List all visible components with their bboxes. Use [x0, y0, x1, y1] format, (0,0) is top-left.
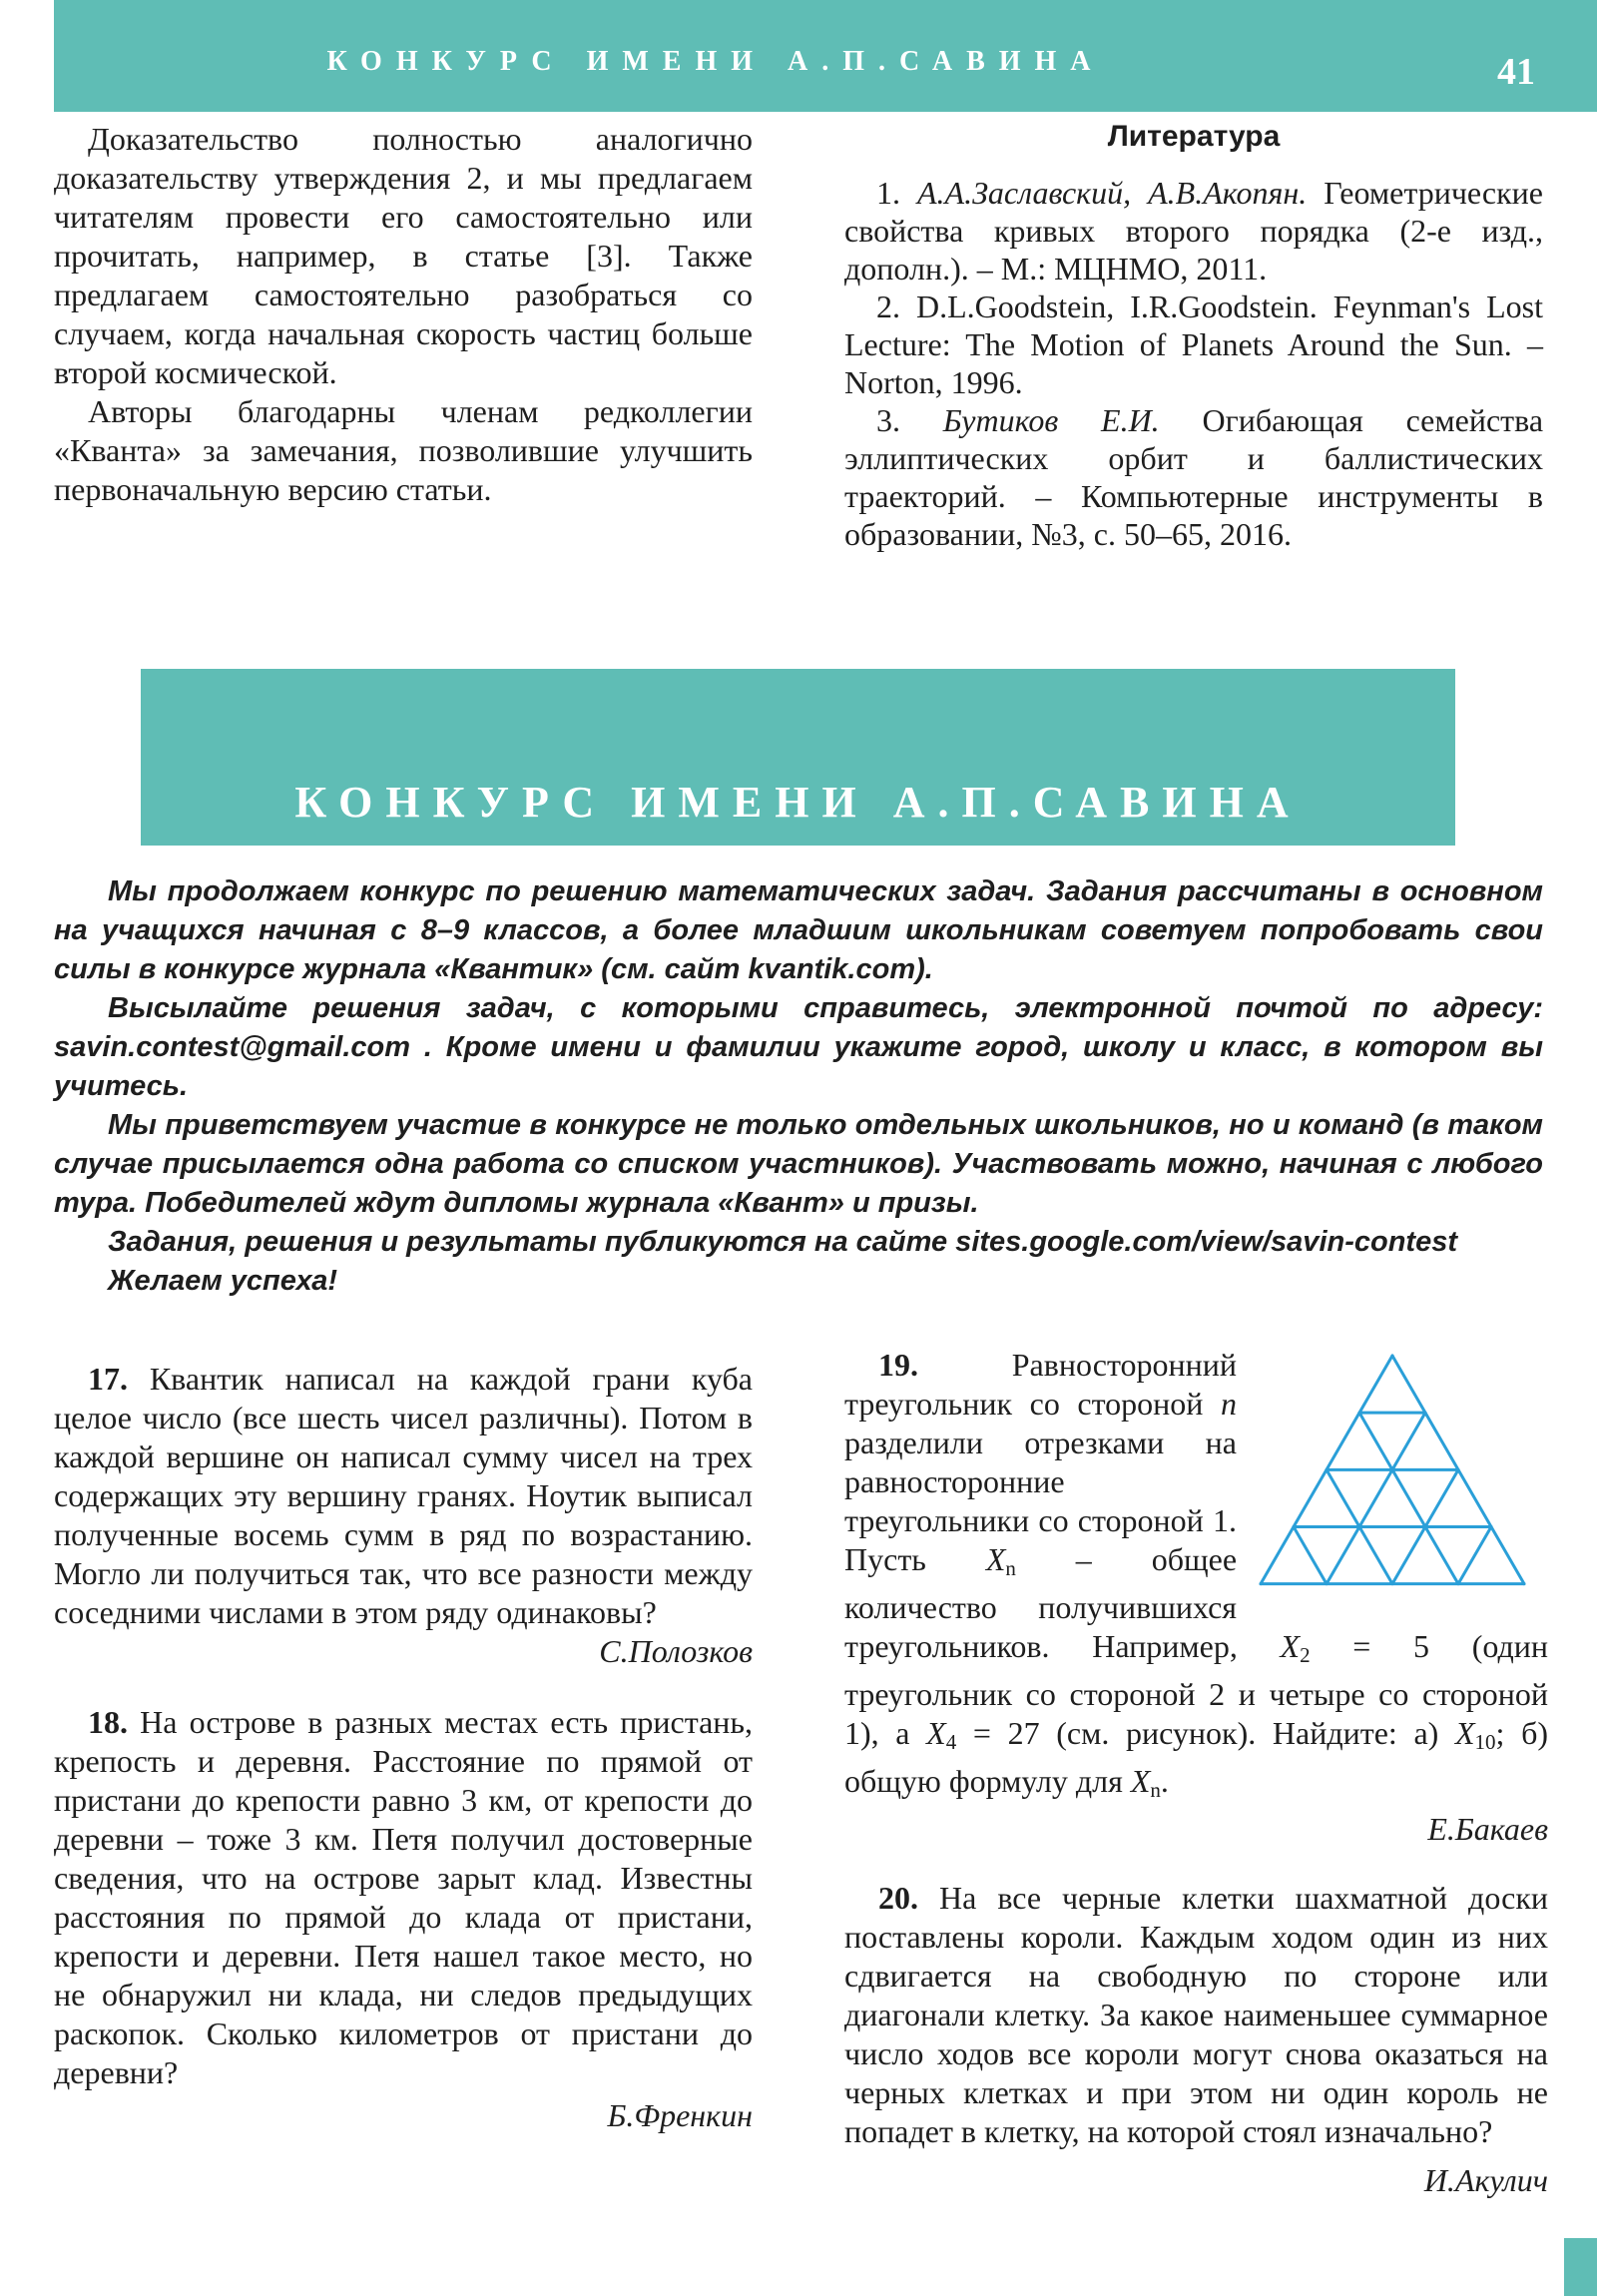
intro-paragraph: Мы продолжаем конкурс по решению математических задач. Задания рассчитаны в основном на учащихся начиная с 8–9 классов, а более младшим школьникам советуем попробовать свои силы в конкурсе журнала «Квантик» (см. сайт kvantik.com). — [54, 875, 1543, 985]
problem-text: Квантик написал на каждой грани куба целое число (все шесть чисел различны). Потом в каждой вершине он написал сумму чисел на трех содержащих эту вершину гранях. Ноутик выписал полученные восемь сумм в ряд по возрастанию. Могло ли получиться так, что все разности между соседними числами в этом ряду одинаковы? — [54, 1361, 754, 1630]
grid-line — [1458, 1526, 1491, 1583]
reference-item: 3. Бутиков Е.И. Огибающая семейства эллиптических орбит и баллистических траекторий. – Компьютерные инструменты в образовании, №3, с. 50–65, 2016. — [844, 402, 1544, 552]
intro-paragraph: Задания, решения и результаты публикуются на сайте sites.google.com/view/savin-contest — [108, 1226, 1457, 1258]
problem-text: На все черные клетки шахматной доски поставлены короли. Каждым ходом один из них сдвигается на свободную по стороне или диагонали клетку. За какое наименьшее суммарное число ходов все короли могут снова оказаться на черных клетках и при этом ни один король не попадет в клетку, на которой стоял изначально? — [844, 1880, 1549, 2149]
problem-20 — [844, 1879, 1548, 2200]
problem-18 — [54, 1703, 753, 2135]
problem-author: Е.Бакаев — [1427, 1811, 1548, 1847]
literature-heading: Литература — [1107, 120, 1281, 153]
problems-left-column — [54, 1360, 753, 2135]
problem-author: Б.Френкин — [607, 2097, 753, 2133]
grid-line — [1294, 1526, 1327, 1583]
page-number: 41 — [1497, 51, 1535, 93]
article-end — [54, 120, 753, 509]
triangle-grid-figure — [1249, 1342, 1548, 1621]
problem-text: На острове в разных местах есть пристань, крепость и деревня. Расстояние по прямой от пристани до крепости равно 3 км, от крепости до деревни – тоже 3 км. Петя получил достоверные сведения, что на острове зарыт клад. Известны расстояния по прямой до клада от пристани, крепости и деревни. Петя нашел такое место, но не обнаружил ни клада, ни следов предыдущих раскопок. Сколько километров от пристани до деревни? — [54, 1704, 754, 2090]
problem-19: 19. Равносторонний треугольник со стороной n разделили отрезками на равносторонние треугольники со стороной 1. Пусть $X_n$ – общее количество получившихся треугольников. Например, $X_2 = 5$ (один треугольник со стороной 2 и четыре со стороной 1), а $X_4 = 27$ (см. рисунок). Найдите: а) $X_{10}$; б) общую формулу для $X_n$. Е.Бакаев — [844, 1346, 1548, 1849]
intro-paragraph: Мы приветствуем участие в конкурсе не только отдельных школьников, но и команд (в таком случае присылается одна работа со списком участников). Участвовать можно, начиная с любого тура. Победителей ждут дипломы журнала «Квант» и призы. — [54, 1109, 1543, 1219]
problem-number: 17. — [88, 1361, 128, 1397]
reference-item: 1. А.А.Заславский, А.В.Акопян. Геометрические свойства кривых второго порядка (2-е изд., дополн.). – М.: МЦНМО, 2011. — [844, 175, 1543, 287]
article-paragraph: Доказательство полностью аналогично доказательству утверждения 2, и мы предлагаем читателям провести его самостоятельно или прочитать, например, в статье [3]. Также предлагаем самостоятельно разобраться со случаем, когда начальная скорость частиц больше второй космической. — [54, 121, 753, 390]
contest-intro — [54, 872, 1543, 1301]
intro-paragraph: Высылайте решения задач, с которыми справитесь, электронной почтой по адресу: savin.contest@gmail.com . Кроме имени и фамилии укажите город, школу и класс, в котором вы учитесь. — [54, 992, 1543, 1102]
banner-title: КОНКУРС ИМЕНИ А.П.САВИНА — [294, 778, 1302, 827]
problem-author: С.Полозков — [599, 1633, 753, 1669]
intro-paragraph: Желаем успеха! — [108, 1265, 338, 1297]
reference-item: 2. D.L.Goodstein, I.R.Goodstein. Feynman's Lost Lecture: The Motion of Planets Around the Sun. – Norton, 1996. — [844, 288, 1544, 400]
problems-right-column — [844, 1346, 1548, 2200]
problem-number: 20. — [878, 1880, 918, 1916]
page-edge-tab — [1564, 2238, 1597, 2296]
running-title: КОНКУРС ИМЕНИ А.П.САВИНА — [326, 46, 1105, 77]
problem-number: 19. — [878, 1347, 918, 1383]
problem-17 — [54, 1360, 753, 1671]
article-paragraph: Авторы благодарны членам редколлегии «Кванта» за замечания, позволившие улучшить первоначальную версию статьи. — [54, 393, 753, 507]
problem-number: 18. — [88, 1704, 128, 1740]
problem-author: И.Акулич — [1423, 2162, 1548, 2198]
literature-section — [844, 120, 1543, 553]
